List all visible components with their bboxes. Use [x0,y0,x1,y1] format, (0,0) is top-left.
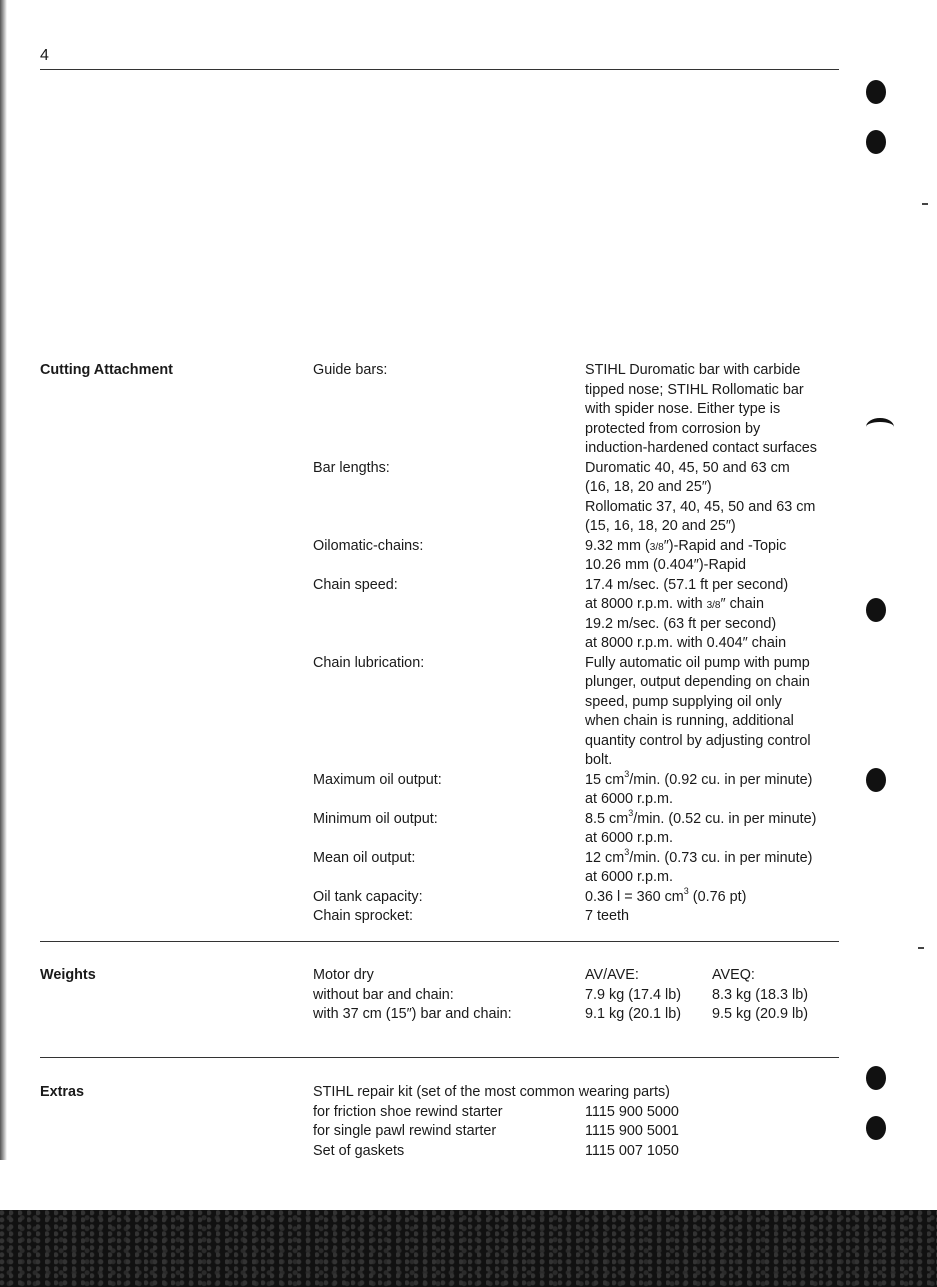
spec-value-line: plunger, output depending on chain [585,674,810,690]
spec-label-guide-bars: Guide bars: [313,362,388,378]
weights-label: Motor dry [313,967,374,983]
spec-value-line: (16, 18, 20 and 25″) [585,479,712,495]
spec-label-min-oil: Minimum oil output: [313,811,438,827]
weights-col-header: AV/AVE: [585,967,639,983]
binder-hole-mark [866,768,886,792]
spec-value-line: bolt. [585,752,613,768]
spec-value-line: Duromatic 40, 45, 50 and 63 cm [585,460,790,476]
spec-value-line: at 6000 r.p.m. [585,830,673,846]
weights-value: 9.1 kg (20.1 lb) [585,1006,681,1022]
fraction: 3/8 [706,600,721,611]
spec-label-sprocket: Chain sprocket: [313,908,413,924]
spec-value-line: Fully automatic oil pump with pump [585,655,810,671]
weights-value: 9.5 kg (20.9 lb) [712,1006,808,1022]
section-divider [40,1057,839,1058]
spec-label-oil-tank: Oil tank capacity: [313,889,423,905]
spec-label-mean-oil: Mean oil output: [313,850,416,866]
header-rule [40,69,839,70]
scan-edge-bottom [0,1210,937,1287]
spec-value-line: at 6000 r.p.m. [585,791,673,807]
weights-value: 8.3 kg (18.3 lb) [712,987,808,1003]
weights-label: without bar and chain: [313,987,454,1003]
extras-item-label: for friction shoe rewind starter [313,1104,503,1120]
spec-label-chain-speed: Chain speed: [313,577,398,593]
section-heading-cutting: Cutting Attachment [40,362,173,378]
binder-hole-mark [866,80,886,104]
spec-value-line: 8.5 $cm^3/\min$. (0.52 cu. in per minute) [585,808,817,827]
spec-value-line: 9.32 mm (3/8″)-Rapid and -Topic [585,538,787,554]
section-heading-extras: Extras [40,1084,85,1100]
binder-hole-mark [866,130,886,154]
spec-value-line: 17.4 m/sec. (57.1 ft per second) [585,577,789,593]
spec-value-line: 0.36 l = 360 $cm^3$ (0.76 pt) [585,886,747,905]
scan-speck [918,947,924,949]
spec-value-line: tipped nose; STIHL Rollomatic bar [585,382,804,398]
spec-value-line: 12 $cm^3/\min$. (0.73 cu. in per minute) [585,847,813,866]
binder-hole-mark [866,598,886,622]
extras-part-number: 1115 007 1050 [585,1143,679,1159]
scan-speck [922,203,928,205]
spec-value-line: speed, pump supplying oil only [585,694,782,710]
spec-value-line: at 6000 r.p.m. [585,869,673,885]
spec-value-line: 19.2 m/sec. (63 ft per second) [585,616,777,632]
spec-value-line: when chain is running, additional [585,713,794,729]
spec-value-line: quantity control by adjusting control [585,733,811,749]
spec-value-line: induction-hardened contact surfaces [585,440,817,456]
spec-value-line: with spider nose. Either type is [585,401,781,417]
weights-value: 7.9 kg (17.4 lb) [585,987,681,1003]
spec-value-line: 15 $cm^3/\min$. (0.92 cu. in per minute) [585,769,813,788]
spec-label-bar-lengths: Bar lengths: [313,460,390,476]
section-heading-weights: Weights [40,967,96,983]
scan-edge-left [0,0,7,1160]
weights-label: with 37 cm (15″) bar and chain: [313,1006,512,1022]
binder-arc-mark [866,418,894,436]
spec-label-chains: Oilomatic-chains: [313,538,424,554]
spec-value-line: 7 teeth [585,908,630,924]
binder-hole-mark [866,1066,886,1090]
spec-value-line: protected from corrosion by [585,421,761,437]
spec-label-max-oil: Maximum oil output: [313,772,442,788]
spec-value-line: STIHL Duromatic bar with carbide [585,362,801,378]
extras-item-label: Set of gaskets [313,1143,405,1159]
weights-col-header: AVEQ: [712,967,755,983]
spec-label-lubrication: Chain lubrication: [313,655,425,671]
fraction: 3/8 [649,542,664,553]
spec-value-line: at 8000 r.p.m. with 3/8″ chain [585,596,764,612]
extras-item-label: for single pawl rewind starter [313,1123,497,1139]
binder-hole-mark [866,1116,886,1140]
spec-value-line: Rollomatic 37, 40, 45, 50 and 63 cm [585,499,816,515]
section-divider [40,941,839,942]
spec-value-line: (15, 16, 18, 20 and 25″) [585,518,736,534]
spec-value-line: at 8000 r.p.m. with 0.404″ chain [585,635,787,651]
extras-part-number: 1115 900 5000 [585,1104,679,1120]
extras-intro: STIHL repair kit (set of the most common wearing parts) [313,1084,670,1100]
spec-value-line: 10.26 mm (0.404″)-Rapid [585,557,747,573]
page-number: 4 [40,47,49,64]
extras-part-number: 1115 900 5001 [585,1123,679,1139]
